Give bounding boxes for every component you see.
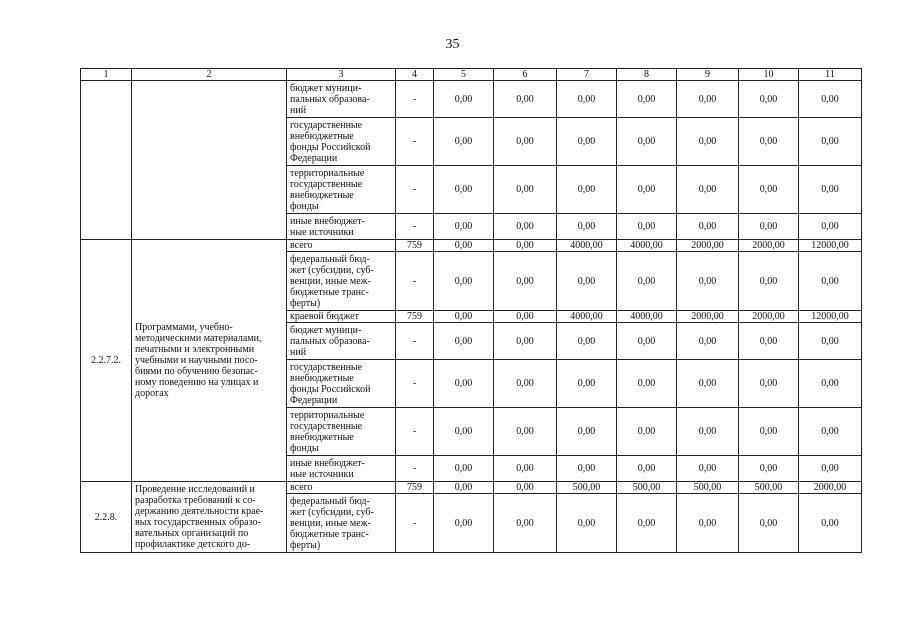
amount-cell: 0,00	[617, 323, 677, 360]
amount-cell: 0,00	[494, 240, 557, 252]
amount-cell: 0,00	[494, 214, 557, 240]
amount-cell: 0,00	[557, 81, 617, 118]
amount-cell: 0,00	[799, 360, 862, 408]
budget-code: -	[396, 214, 434, 240]
amount-cell: 2000,00	[799, 482, 862, 494]
item-name: Программами, учебно- методическими материалами, печатными и электронными учебными и научными посо- биями по обучению безопас- ному поведению на улицах и дорогах	[132, 240, 287, 482]
column-number: 1	[81, 69, 132, 81]
amount-cell: 0,00	[617, 118, 677, 166]
amount-cell: 0,00	[434, 81, 494, 118]
amount-cell: 4000,00	[617, 240, 677, 252]
amount-cell: 4000,00	[557, 240, 617, 252]
amount-cell: 0,00	[434, 323, 494, 360]
column-number-row	[81, 69, 862, 81]
column-number: 11	[799, 69, 862, 81]
funding-source: федеральный бюд- жет (субсидии, суб- венции, иные меж- бюджетные транс- ферты)	[287, 252, 396, 311]
item-code: 2.2.7.2.	[81, 240, 132, 482]
amount-cell: 2000,00	[739, 240, 799, 252]
column-number: 3	[287, 69, 396, 81]
budget-table	[80, 68, 862, 553]
amount-cell: 0,00	[494, 252, 557, 311]
amount-cell: 0,00	[799, 456, 862, 482]
budget-code: -	[396, 456, 434, 482]
amount-cell: 0,00	[677, 166, 739, 214]
amount-cell: 0,00	[739, 456, 799, 482]
amount-cell: 0,00	[677, 408, 739, 456]
amount-cell: 2000,00	[677, 240, 739, 252]
funding-source: бюджет муници- пальных образова- ний	[287, 323, 396, 360]
amount-cell: 0,00	[434, 482, 494, 494]
budget-code: -	[396, 323, 434, 360]
budget-code: -	[396, 494, 434, 553]
column-number: 2	[132, 69, 287, 81]
amount-cell: 0,00	[617, 214, 677, 240]
amount-cell: 2000,00	[739, 311, 799, 323]
amount-cell: 0,00	[557, 323, 617, 360]
amount-cell: 0,00	[494, 166, 557, 214]
funding-source: территориальные государственные внебюджетные фонды	[287, 166, 396, 214]
amount-cell: 0,00	[799, 494, 862, 553]
amount-cell: 0,00	[434, 166, 494, 214]
item-name: Проведение исследований и разработка требований к со- держанию деятельности крае- вых государственных образо- вательных организаций по профилактике детского до-	[132, 482, 287, 553]
amount-cell: 0,00	[617, 252, 677, 311]
amount-cell: 500,00	[677, 482, 739, 494]
amount-cell: 0,00	[434, 240, 494, 252]
amount-cell: 0,00	[739, 360, 799, 408]
column-number: 9	[677, 69, 739, 81]
amount-cell: 0,00	[557, 214, 617, 240]
budget-code: -	[396, 166, 434, 214]
amount-cell: 0,00	[677, 81, 739, 118]
amount-cell: 12000,00	[799, 240, 862, 252]
budget-code: -	[396, 118, 434, 166]
column-number: 5	[434, 69, 494, 81]
amount-cell: 0,00	[739, 408, 799, 456]
amount-cell: 0,00	[434, 214, 494, 240]
amount-cell: 0,00	[494, 81, 557, 118]
amount-cell: 0,00	[434, 252, 494, 311]
amount-cell: 0,00	[617, 166, 677, 214]
amount-cell: 0,00	[799, 323, 862, 360]
amount-cell: 0,00	[494, 456, 557, 482]
funding-source: государственные внебюджетные фонды Российской Федерации	[287, 118, 396, 166]
amount-cell: 0,00	[494, 311, 557, 323]
amount-cell: 0,00	[494, 482, 557, 494]
amount-cell: 0,00	[434, 360, 494, 408]
funding-source: бюджет муници- пальных образова- ний	[287, 81, 396, 118]
column-number: 4	[396, 69, 434, 81]
budget-code: -	[396, 81, 434, 118]
amount-cell: 0,00	[617, 408, 677, 456]
amount-cell: 0,00	[739, 494, 799, 553]
amount-cell: 0,00	[799, 408, 862, 456]
funding-source: иные внебюджет- ные источники	[287, 456, 396, 482]
amount-cell: 0,00	[739, 214, 799, 240]
funding-source: федеральный бюд- жет (субсидии, суб- венции, иные меж- бюджетные транс- ферты)	[287, 494, 396, 553]
budget-code: 759	[396, 311, 434, 323]
table-row	[81, 240, 862, 252]
amount-cell: 0,00	[799, 214, 862, 240]
budget-code: 759	[396, 482, 434, 494]
amount-cell: 0,00	[557, 118, 617, 166]
amount-cell: 2000,00	[677, 311, 739, 323]
amount-cell: 0,00	[677, 214, 739, 240]
item-code	[81, 81, 132, 240]
amount-cell: 0,00	[557, 408, 617, 456]
amount-cell: 0,00	[799, 118, 862, 166]
amount-cell: 4000,00	[617, 311, 677, 323]
amount-cell: 0,00	[799, 166, 862, 214]
amount-cell: 0,00	[677, 494, 739, 553]
amount-cell: 0,00	[739, 81, 799, 118]
amount-cell: 500,00	[557, 482, 617, 494]
amount-cell: 0,00	[677, 360, 739, 408]
amount-cell: 0,00	[557, 252, 617, 311]
amount-cell: 0,00	[494, 323, 557, 360]
funding-source: всего	[287, 240, 396, 252]
amount-cell: 0,00	[494, 408, 557, 456]
amount-cell: 0,00	[739, 252, 799, 311]
item-code: 2.2.8.	[81, 482, 132, 553]
amount-cell: 0,00	[677, 252, 739, 311]
amount-cell: 0,00	[739, 166, 799, 214]
amount-cell: 0,00	[617, 360, 677, 408]
amount-cell: 500,00	[739, 482, 799, 494]
funding-source: всего	[287, 482, 396, 494]
funding-source: краевой бюджет	[287, 311, 396, 323]
amount-cell: 0,00	[434, 118, 494, 166]
funding-source: территориальные государственные внебюджетные фонды	[287, 408, 396, 456]
amount-cell: 0,00	[434, 494, 494, 553]
amount-cell: 0,00	[494, 494, 557, 553]
amount-cell: 0,00	[434, 456, 494, 482]
amount-cell: 0,00	[617, 494, 677, 553]
amount-cell: 0,00	[557, 166, 617, 214]
column-number: 10	[739, 69, 799, 81]
column-number: 8	[617, 69, 677, 81]
table-row	[81, 482, 862, 494]
amount-cell: 0,00	[434, 311, 494, 323]
amount-cell: 0,00	[434, 408, 494, 456]
amount-cell: 4000,00	[557, 311, 617, 323]
amount-cell: 0,00	[677, 323, 739, 360]
amount-cell: 0,00	[739, 323, 799, 360]
budget-code: -	[396, 360, 434, 408]
amount-cell: 0,00	[617, 81, 677, 118]
budget-code: 759	[396, 240, 434, 252]
amount-cell: 12000,00	[799, 311, 862, 323]
page-number: 35	[445, 37, 460, 52]
amount-cell: 500,00	[617, 482, 677, 494]
amount-cell: 0,00	[557, 360, 617, 408]
budget-code: -	[396, 252, 434, 311]
funding-source: иные внебюджет- ные источники	[287, 214, 396, 240]
budget-code: -	[396, 408, 434, 456]
amount-cell: 0,00	[799, 81, 862, 118]
amount-cell: 0,00	[557, 456, 617, 482]
table-row	[81, 81, 862, 118]
column-number: 7	[557, 69, 617, 81]
amount-cell: 0,00	[557, 494, 617, 553]
funding-source: государственные внебюджетные фонды Российской Федерации	[287, 360, 396, 408]
amount-cell: 0,00	[494, 118, 557, 166]
amount-cell: 0,00	[617, 456, 677, 482]
amount-cell: 0,00	[677, 118, 739, 166]
amount-cell: 0,00	[494, 360, 557, 408]
amount-cell: 0,00	[677, 456, 739, 482]
amount-cell: 0,00	[799, 252, 862, 311]
item-name	[132, 81, 287, 240]
amount-cell: 0,00	[739, 118, 799, 166]
column-number: 6	[494, 69, 557, 81]
